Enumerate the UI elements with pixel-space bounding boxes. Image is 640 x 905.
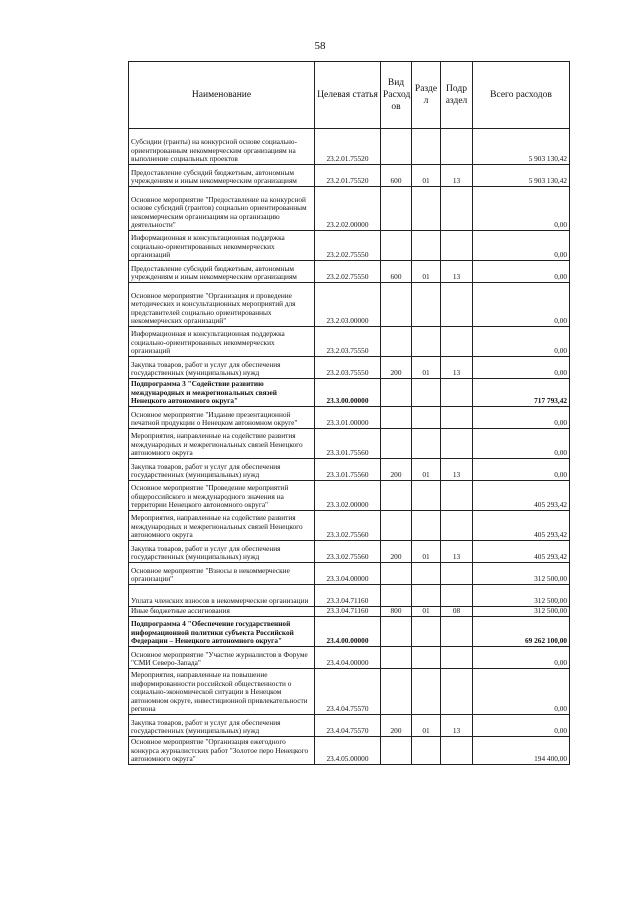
row-code-cell: 23.4.04.75570 — [315, 669, 381, 715]
row-code-cell: 23.2.02.75550 — [315, 231, 381, 261]
table-row — [129, 187, 570, 231]
row-razdel-cell — [412, 327, 441, 357]
row-name-cell: Основное мероприятие "Организация ежегодного конкурса журналистских работ "Золотое перо Ненецкого автономного округа" — [129, 737, 315, 765]
row-code-cell: 23.3.02.75560 — [315, 541, 381, 563]
table-row — [129, 541, 570, 563]
row-total-cell: 5 903 130,42 — [473, 165, 570, 187]
row-vid-cell: 600 — [381, 261, 412, 283]
table-row — [129, 283, 570, 327]
row-name-cell: Закупка товаров, работ и услуг для обеспечения государственных (муниципальных) нужд — [129, 357, 315, 379]
row-code-cell: 23.2.02.75550 — [315, 261, 381, 283]
row-total-cell: 405 293,42 — [473, 511, 570, 541]
row-razdel-cell: 01 — [412, 261, 441, 283]
row-podrazdel-cell: 13 — [441, 165, 473, 187]
table-row — [129, 357, 570, 379]
row-code-cell: 23.4.04.00000 — [315, 647, 381, 669]
row-vid-cell — [381, 327, 412, 357]
row-name-cell: Основное мероприятие "Издание презентационной печатной продукции о Ненецком автономном округе" — [129, 407, 315, 429]
row-total-cell: 0,00 — [473, 669, 570, 715]
table-body — [129, 129, 570, 765]
row-vid-cell — [381, 737, 412, 765]
table-row — [129, 165, 570, 187]
row-vid-cell — [381, 481, 412, 511]
row-total-cell: 0,00 — [473, 407, 570, 429]
row-total-cell: 312 500,00 — [473, 607, 570, 617]
row-code-cell: 23.4.04.75570 — [315, 715, 381, 737]
page-number: 58 — [314, 40, 326, 52]
row-code-cell: 23.4.05.00000 — [315, 737, 381, 765]
row-name-cell: Предоставление субсидий бюджетным, автономным учреждениям и иным некоммерческим организациям — [129, 165, 315, 187]
row-total-cell: 0,00 — [473, 327, 570, 357]
row-razdel-cell: 01 — [412, 715, 441, 737]
row-vid-cell — [381, 187, 412, 231]
row-razdel-cell — [412, 283, 441, 327]
table-row — [129, 647, 570, 669]
row-code-cell: 23.3.04.71160 — [315, 585, 381, 607]
row-code-cell: 23.3.01.75560 — [315, 429, 381, 459]
row-name-cell: Подпрограмма 4 "Обеспечение государственной информационной политики субъекта Российской Федерации – Ненецкого автономного округа" — [129, 617, 315, 647]
table-row — [129, 511, 570, 541]
row-podrazdel-cell — [441, 379, 473, 407]
row-podrazdel-cell: 08 — [441, 607, 473, 617]
row-name-cell: Субсидии (гранты) на конкурсной основе социально-ориентированным некоммерческим организациям на выполнение социальных проектов — [129, 129, 315, 165]
row-vid-cell — [381, 231, 412, 261]
row-podrazdel-cell — [441, 511, 473, 541]
row-code-cell: 23.3.01.75560 — [315, 459, 381, 481]
row-razdel-cell: 01 — [412, 459, 441, 481]
row-vid-cell: 800 — [381, 607, 412, 617]
row-code-cell: 23.3.02.00000 — [315, 481, 381, 511]
row-podrazdel-cell — [441, 283, 473, 327]
row-name-cell: Иные бюджетные ассигнования — [129, 607, 315, 617]
table-row — [129, 669, 570, 715]
row-razdel-cell — [412, 429, 441, 459]
row-razdel-cell — [412, 481, 441, 511]
table-row — [129, 407, 570, 429]
row-name-cell: Основное мероприятие "Проведение мероприятий общероссийского и международного значения на территории Ненецкого автономного округа" — [129, 481, 315, 511]
row-total-cell: 0,00 — [473, 231, 570, 261]
row-code-cell: 23.3.01.00000 — [315, 407, 381, 429]
table-row — [129, 261, 570, 283]
row-razdel-cell — [412, 187, 441, 231]
row-total-cell: 405 293,42 — [473, 481, 570, 511]
table-row — [129, 459, 570, 481]
table-row — [129, 429, 570, 459]
table-row — [129, 327, 570, 357]
row-podrazdel-cell — [441, 737, 473, 765]
row-podrazdel-cell: 13 — [441, 357, 473, 379]
row-total-cell: 312 500,00 — [473, 563, 570, 585]
header-name: Наименование — [129, 62, 315, 129]
row-name-cell: Закупка товаров, работ и услуг для обеспечения государственных (муниципальных) нужд — [129, 459, 315, 481]
row-razdel-cell — [412, 563, 441, 585]
row-razdel-cell: 01 — [412, 607, 441, 617]
row-vid-cell — [381, 647, 412, 669]
row-name-cell: Мероприятия, направленные на повышение информированности российской общественности о социально-экономической ситуации в Ненецком автономном округе, инвестиционной привлекательности региона — [129, 669, 315, 715]
row-code-cell: 23.2.03.00000 — [315, 283, 381, 327]
row-total-cell: 69 262 100,00 — [473, 617, 570, 647]
row-total-cell: 0,00 — [473, 429, 570, 459]
row-code-cell: 23.2.02.00000 — [315, 187, 381, 231]
row-vid-cell — [381, 617, 412, 647]
row-name-cell: Основное мероприятие "Предоставление на конкурсной основе субсидий (грантов) социально ориентированным некоммерческим организациям на организацию деятельности" — [129, 187, 315, 231]
table-row — [129, 617, 570, 647]
row-total-cell: 0,00 — [473, 357, 570, 379]
row-code-cell: 23.2.03.75550 — [315, 357, 381, 379]
row-name-cell: Мероприятия, направленные на содействие развития международных и межрегиональных связей Ненецкого автономного округа — [129, 511, 315, 541]
row-name-cell: Информационная и консультационная поддержка социально-ориентированных некоммерческих организаций — [129, 327, 315, 357]
row-razdel-cell — [412, 669, 441, 715]
row-podrazdel-cell — [441, 407, 473, 429]
row-vid-cell — [381, 129, 412, 165]
table-row — [129, 129, 570, 165]
row-podrazdel-cell — [441, 563, 473, 585]
row-podrazdel-cell: 13 — [441, 541, 473, 563]
table-row — [129, 715, 570, 737]
row-razdel-cell — [412, 585, 441, 607]
row-razdel-cell — [412, 617, 441, 647]
table-row — [129, 379, 570, 407]
row-vid-cell — [381, 379, 412, 407]
row-total-cell: 5 903 130,42 — [473, 129, 570, 165]
table-row — [129, 481, 570, 511]
row-vid-cell — [381, 283, 412, 327]
row-name-cell: Подпрограмма 3 "Содействие развитию международных и межрегиональных связей Ненецкого автономного округа" — [129, 379, 315, 407]
row-razdel-cell — [412, 231, 441, 261]
row-name-cell: Предоставление субсидий бюджетным, автономным учреждениям и иным некоммерческим организациям — [129, 261, 315, 283]
row-name-cell: Уплата членских взносов в некоммерческие организации — [129, 585, 315, 607]
header-vid: Вид Расход ов — [381, 62, 412, 129]
row-total-cell: 194 400,00 — [473, 737, 570, 765]
row-razdel-cell — [412, 647, 441, 669]
header-razdel: Разде л — [412, 62, 441, 129]
row-razdel-cell — [412, 737, 441, 765]
row-name-cell: Закупка товаров, работ и услуг для обеспечения государственных (муниципальных) нужд — [129, 715, 315, 737]
row-vid-cell: 600 — [381, 165, 412, 187]
row-podrazdel-cell — [441, 327, 473, 357]
row-vid-cell — [381, 429, 412, 459]
row-razdel-cell — [412, 407, 441, 429]
row-code-cell: 23.4.00.00000 — [315, 617, 381, 647]
row-total-cell: 0,00 — [473, 283, 570, 327]
row-razdel-cell: 01 — [412, 165, 441, 187]
row-name-cell: Основное мероприятие "Взносы в некоммерческие организации" — [129, 563, 315, 585]
row-total-cell: 0,00 — [473, 647, 570, 669]
row-podrazdel-cell — [441, 669, 473, 715]
row-podrazdel-cell: 13 — [441, 459, 473, 481]
row-razdel-cell — [412, 379, 441, 407]
header-total: Всего расходов — [473, 62, 570, 129]
row-vid-cell — [381, 669, 412, 715]
row-vid-cell: 200 — [381, 459, 412, 481]
row-podrazdel-cell — [441, 617, 473, 647]
row-podrazdel-cell — [441, 481, 473, 511]
row-podrazdel-cell — [441, 231, 473, 261]
row-code-cell: 23.2.01.75520 — [315, 165, 381, 187]
row-name-cell: Основное мероприятие "Организация и проведение методических и консультационных мероприятий для представителей социально ориентированных некоммерческих организаций" — [129, 283, 315, 327]
row-code-cell: 23.3.04.71160 — [315, 607, 381, 617]
row-total-cell: 312 500,00 — [473, 585, 570, 607]
row-razdel-cell — [412, 129, 441, 165]
table-header-row — [129, 62, 570, 129]
row-total-cell: 405 293,42 — [473, 541, 570, 563]
row-razdel-cell — [412, 511, 441, 541]
row-total-cell: 717 793,42 — [473, 379, 570, 407]
header-podrazdel: Подр аздел — [441, 62, 473, 129]
table-row — [129, 737, 570, 765]
row-vid-cell — [381, 511, 412, 541]
table-row — [129, 563, 570, 585]
row-code-cell: 23.3.04.00000 — [315, 563, 381, 585]
row-vid-cell: 200 — [381, 541, 412, 563]
row-name-cell: Мероприятия, направленные на содействие развития международных и межрегиональных связей Ненецкого автономного округа — [129, 429, 315, 459]
row-code-cell: 23.2.03.75550 — [315, 327, 381, 357]
row-vid-cell — [381, 563, 412, 585]
row-vid-cell — [381, 407, 412, 429]
row-podrazdel-cell: 13 — [441, 261, 473, 283]
row-name-cell: Информационная и консультационная поддержка социально-ориентированных некоммерческих организаций — [129, 231, 315, 261]
row-vid-cell — [381, 585, 412, 607]
table-row — [129, 607, 570, 617]
row-vid-cell: 200 — [381, 357, 412, 379]
header-code: Целевая статья — [315, 62, 381, 129]
row-vid-cell: 200 — [381, 715, 412, 737]
row-total-cell: 0,00 — [473, 261, 570, 283]
row-name-cell: Закупка товаров, работ и услуг для обеспечения государственных (муниципальных) нужд — [129, 541, 315, 563]
row-podrazdel-cell — [441, 647, 473, 669]
row-podrazdel-cell: 13 — [441, 715, 473, 737]
row-razdel-cell: 01 — [412, 357, 441, 379]
row-code-cell: 23.3.00.00000 — [315, 379, 381, 407]
row-total-cell: 0,00 — [473, 187, 570, 231]
row-podrazdel-cell — [441, 187, 473, 231]
table-row — [129, 231, 570, 261]
budget-table — [128, 61, 570, 765]
table-row — [129, 585, 570, 607]
row-podrazdel-cell — [441, 129, 473, 165]
row-podrazdel-cell — [441, 585, 473, 607]
row-total-cell: 0,00 — [473, 715, 570, 737]
row-code-cell: 23.2.01.75520 — [315, 129, 381, 165]
row-name-cell: Основное мероприятие "Участие журналистов в Форуме "СМИ Северо-Запада" — [129, 647, 315, 669]
row-podrazdel-cell — [441, 429, 473, 459]
row-code-cell: 23.3.02.75560 — [315, 511, 381, 541]
row-razdel-cell: 01 — [412, 541, 441, 563]
row-total-cell: 0,00 — [473, 459, 570, 481]
